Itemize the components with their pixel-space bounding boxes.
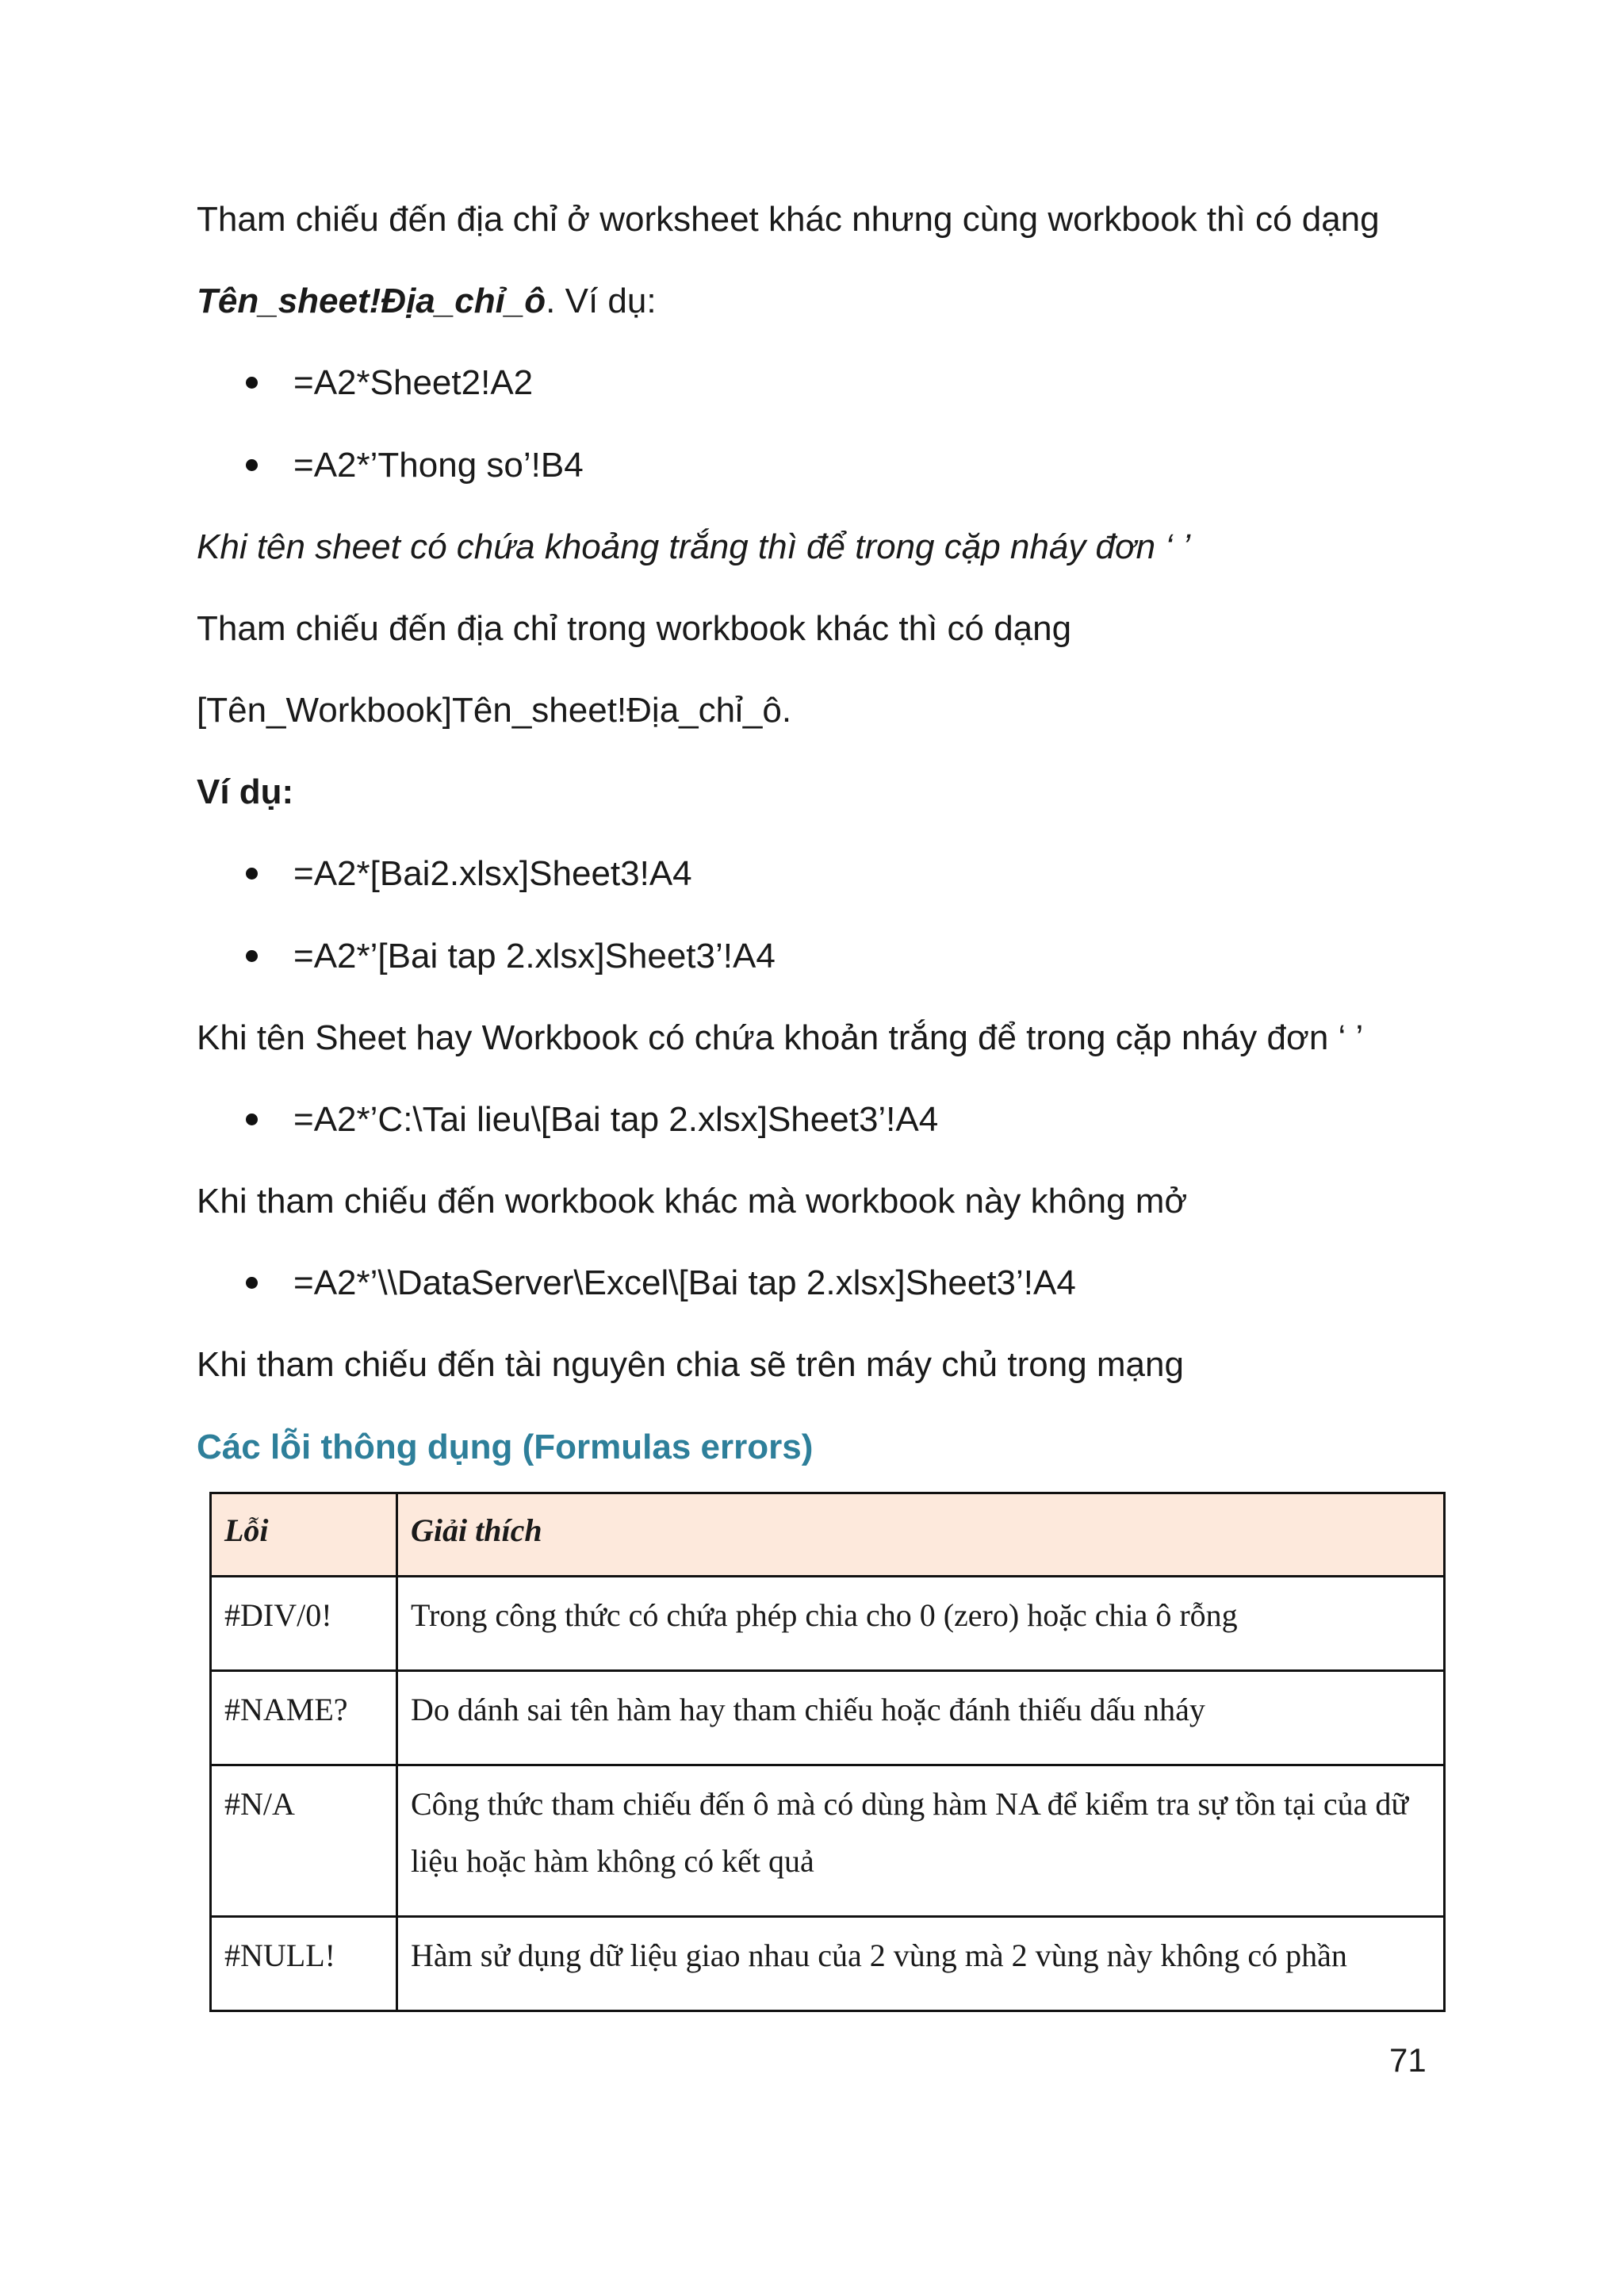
formula-text: =A2*’\\DataServer\Excel\[Bai tap 2.xlsx]Sheet3’!A4	[293, 1263, 1076, 1302]
table-row	[211, 1917, 1445, 2011]
example-label: Ví dụ:	[197, 772, 294, 811]
table-row	[211, 1671, 1445, 1765]
error-code-cell: #NULL!	[211, 1917, 397, 2011]
paragraph-line: Tham chiếu đến địa chỉ ở worksheet khác nhưng cùng workbook thì có dạng	[197, 200, 1380, 239]
explanation-cell: Công thức tham chiếu đến ô mà có dùng hàm NA để kiểm tra sự tồn tại của dữ liệu hoặc hàm không có kết quả	[397, 1765, 1445, 1917]
explanation-cell: Hàm sử dụng dữ liệu giao nhau của 2 vùng mà 2 vùng này không có phần	[397, 1917, 1445, 2011]
formula-text: =A2*Sheet2!A2	[293, 363, 534, 402]
bullet-icon	[246, 868, 258, 880]
table-row	[211, 1577, 1445, 1671]
errors-table	[209, 1492, 1446, 2012]
paragraph-line	[197, 279, 657, 324]
paragraph-line: [Tên_Workbook]Tên_sheet!Địa_chỉ_ô.	[197, 691, 792, 730]
explanation-cell: Do dánh sai tên hàm hay tham chiếu hoặc đánh thiếu dấu nháy	[397, 1671, 1445, 1765]
paragraph-line: Khi tham chiếu đến workbook khác mà workbook này không mở	[197, 1182, 1188, 1221]
syntax-text: Tên_sheet!Địa_chỉ_ô	[197, 282, 546, 320]
formula-text: =A2*’[Bai tap 2.xlsx]Sheet3’!A4	[293, 937, 776, 976]
table-header-row	[211, 1493, 1445, 1577]
paragraph-line: Khi tham chiếu đến tài nguyên chia sẽ trên máy chủ trong mạng	[197, 1345, 1184, 1384]
note-text: Khi tên sheet có chứa khoảng trắng thì để trong cặp nháy đơn ‘ ’	[197, 527, 1191, 566]
page-number: 71	[1389, 2041, 1427, 2079]
table-row	[211, 1765, 1445, 1917]
paragraph-line: Khi tên Sheet hay Workbook có chứa khoản trắng để trong cặp nháy đơn ‘ ’	[197, 1018, 1364, 1057]
formula-text: =A2*[Bai2.xlsx]Sheet3!A4	[293, 854, 692, 893]
error-code-cell: #DIV/0!	[211, 1577, 397, 1671]
bullet-icon	[246, 950, 258, 962]
column-header-explanation: Giải thích	[397, 1493, 1445, 1577]
paragraph-text: . Ví dụ:	[546, 282, 657, 320]
formula-text: =A2*’Thong so’!B4	[293, 446, 584, 485]
bullet-icon	[246, 459, 258, 471]
explanation-cell: Trong công thức có chứa phép chia cho 0 (zero) hoặc chia ô rỗng	[397, 1577, 1445, 1671]
column-header-error: Lỗi	[211, 1493, 397, 1577]
bullet-icon	[246, 1277, 258, 1289]
bullet-icon	[246, 1114, 258, 1125]
error-code-cell: #NAME?	[211, 1671, 397, 1765]
section-heading: Các lỗi thông dụng (Formulas errors)	[197, 1428, 814, 1466]
paragraph-line: Tham chiếu đến địa chỉ trong workbook khác thì có dạng	[197, 609, 1072, 648]
formula-text: =A2*’C:\Tai lieu\[Bai tap 2.xlsx]Sheet3’!A4	[293, 1100, 939, 1139]
bullet-icon	[246, 377, 258, 389]
error-code-cell: #N/A	[211, 1765, 397, 1917]
